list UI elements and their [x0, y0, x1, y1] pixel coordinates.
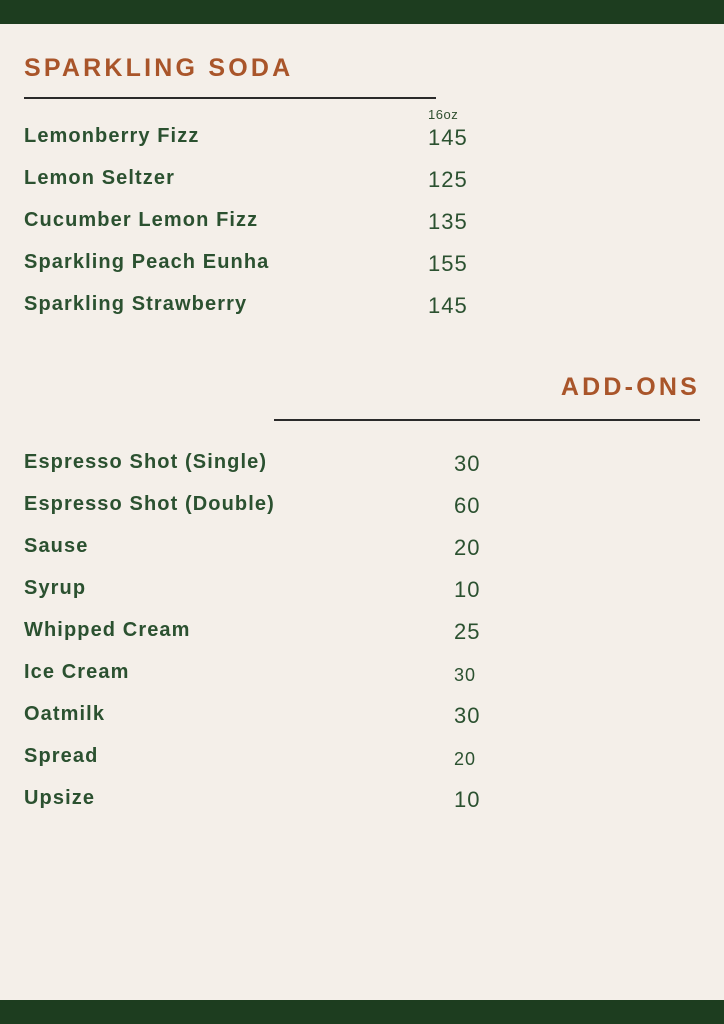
- size-label-row: [24, 99, 700, 125]
- add-ons-section-header: [24, 357, 700, 443]
- item-price: 25: [454, 619, 481, 644]
- item-name: Sparkling Strawberry: [24, 293, 248, 315]
- list-item: [24, 745, 700, 787]
- item-price: 145: [428, 293, 468, 318]
- add-ons-divider: [274, 419, 700, 421]
- item-name: Sause: [24, 535, 89, 557]
- list-item: [24, 703, 700, 745]
- list-item: [24, 167, 700, 209]
- item-price: 125: [428, 167, 468, 192]
- item-name: Ice Cream: [24, 661, 130, 683]
- item-name: Oatmilk: [24, 703, 106, 725]
- sparkling-soda-title: SPARKLING SODA: [24, 54, 294, 82]
- sparkling-soda-list: [24, 125, 700, 335]
- list-item: [24, 125, 700, 167]
- item-name: Lemonberry Fizz: [24, 125, 200, 147]
- item-name: Espresso Shot (Double): [24, 493, 275, 515]
- list-item: [24, 535, 700, 577]
- item-price: 30: [454, 451, 481, 476]
- item-name: Cucumber Lemon Fizz: [24, 209, 259, 231]
- item-price: 10: [454, 787, 481, 812]
- item-price: 30: [454, 703, 481, 728]
- list-item: [24, 661, 700, 703]
- item-price: 20: [454, 749, 477, 769]
- item-price: 145: [428, 125, 468, 150]
- item-price: 135: [428, 209, 468, 234]
- item-name: Syrup: [24, 577, 87, 599]
- menu-page: [0, 24, 724, 1000]
- sparkling-soda-section-header: [24, 24, 700, 99]
- add-ons-title: ADD-ONS: [560, 373, 700, 401]
- list-item: [24, 493, 700, 535]
- menu-content: [0, 24, 724, 1000]
- item-name: Spread: [24, 745, 99, 767]
- list-item: [24, 209, 700, 251]
- list-item: [24, 293, 700, 335]
- item-price: 60: [454, 493, 481, 518]
- item-name: Sparkling Peach Eunha: [24, 251, 270, 273]
- item-price: 10: [454, 577, 481, 602]
- add-ons-list: [24, 451, 700, 829]
- size-label-16oz: 16oz: [428, 107, 459, 122]
- item-name: Upsize: [24, 787, 96, 809]
- list-item: [24, 451, 700, 493]
- list-item: [24, 787, 700, 829]
- item-name: Whipped Cream: [24, 619, 191, 641]
- item-price: 30: [454, 665, 477, 685]
- item-price: 155: [428, 251, 468, 276]
- item-name: Lemon Seltzer: [24, 167, 175, 189]
- item-name: Espresso Shot (Single): [24, 451, 268, 473]
- list-item: [24, 577, 700, 619]
- item-price: 20: [454, 535, 481, 560]
- list-item: [24, 251, 700, 293]
- list-item: [24, 619, 700, 661]
